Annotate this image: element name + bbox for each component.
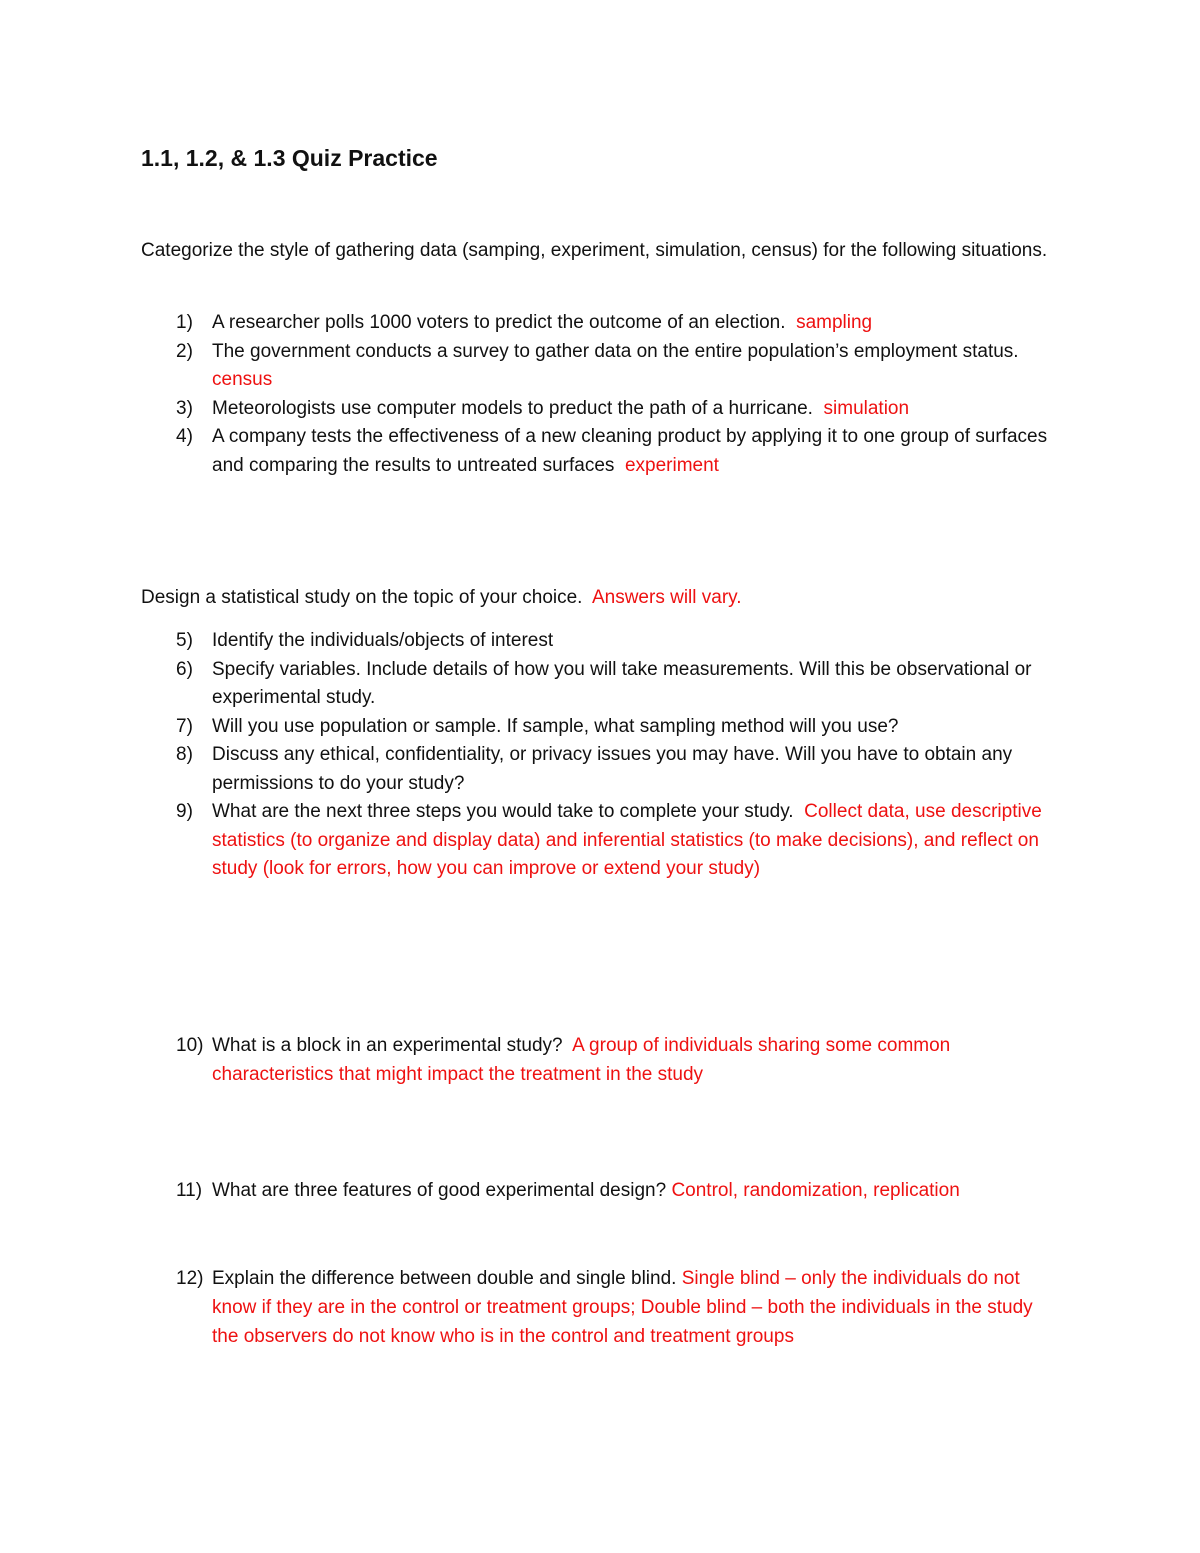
- list-item: [141, 656, 1061, 713]
- page-title: 1.1, 1.2, & 1.3 Quiz Practice: [141, 145, 438, 171]
- question-text: Discuss any ethical, confidentiality, or privacy issues you may have. Will you have to obtain any permissions to do your study?: [212, 744, 1013, 794]
- question-text: A researcher polls 1000 voters to predict the outcome of an election.: [212, 312, 786, 333]
- item-number: 2): [176, 340, 193, 362]
- section2-intro-answer: Answers will vary.: [591, 587, 742, 608]
- question-text: What are three features of good experimental design?: [212, 1180, 667, 1201]
- item-number: 8): [176, 744, 193, 765]
- question-text: Identify the individuals/objects of interest: [212, 630, 554, 651]
- answer-text: experiment: [624, 454, 719, 476]
- answer-text: simulation: [823, 397, 910, 419]
- section2-list: [141, 627, 1061, 884]
- item-number: 1): [176, 312, 193, 333]
- answer-text: Control, randomization, replication: [671, 1180, 960, 1201]
- answer-text: Collect data, use descriptive statistics (to organize and display data) and inferential statistics (to make decisions), and reflect on study (look for errors, how you can improve or extend your study): [212, 801, 1042, 879]
- question-10: [141, 1031, 1061, 1089]
- list-item: [141, 627, 1061, 656]
- section2-intro: [141, 583, 1051, 612]
- item-number: 11): [176, 1180, 203, 1201]
- item-number: 5): [176, 630, 193, 651]
- list-item: [141, 309, 1061, 338]
- list-item: [141, 798, 1061, 884]
- question-text: A company tests the effectiveness of a new cleaning product by applying it to one group of surfaces and comparing the results to untreated surfaces: [212, 426, 1048, 476]
- answer-text: Single blind – only the individuals do not know if they are in the control or treatment groups; Double blind – both the individuals in the study the observers do not know who is in the control and treatment groups: [212, 1268, 1033, 1347]
- item-number: 3): [176, 397, 193, 419]
- answer-text: census: [212, 369, 273, 390]
- item-number: 10): [176, 1035, 204, 1056]
- item-number: 9): [176, 801, 193, 822]
- list-item: [141, 713, 1061, 742]
- question-text: What are the next three steps you would take to complete your study.: [212, 801, 794, 822]
- item-number: 4): [176, 426, 193, 447]
- section2-intro-text: Design a statistical study on the topic of your choice.: [141, 587, 583, 608]
- question-text: Explain the difference between double and single blind.: [212, 1268, 677, 1289]
- section1-list: [141, 309, 1061, 480]
- item-number: 12): [176, 1268, 204, 1289]
- section1-intro: Categorize the style of gathering data (samping, experiment, simulation, census) for the following situations.: [141, 240, 1048, 261]
- list-item: [141, 423, 1061, 480]
- item-number: 6): [176, 658, 193, 680]
- answer-text: A group of individuals sharing some common characteristics that might impact the treatment in the study: [212, 1035, 951, 1085]
- list-item: [141, 395, 1061, 424]
- question-12: [141, 1264, 1061, 1351]
- answer-text: sampling: [796, 312, 873, 333]
- question-text: What is a block in an experimental study?: [212, 1035, 563, 1056]
- list-item: [141, 338, 1061, 395]
- question-11: [141, 1176, 1061, 1205]
- question-text: Will you use population or sample. If sample, what sampling method will you use?: [212, 715, 899, 737]
- question-text: The government conducts a survey to gather data on the entire population’s employment status.: [212, 340, 1019, 362]
- question-text: Meteorologists use computer models to preduct the path of a hurricane.: [212, 397, 813, 419]
- list-item: [141, 741, 1061, 798]
- item-number: 7): [176, 715, 193, 737]
- question-text: Specify variables. Include details of how you will take measurements. Will this be observational or experimental study.: [212, 658, 1032, 708]
